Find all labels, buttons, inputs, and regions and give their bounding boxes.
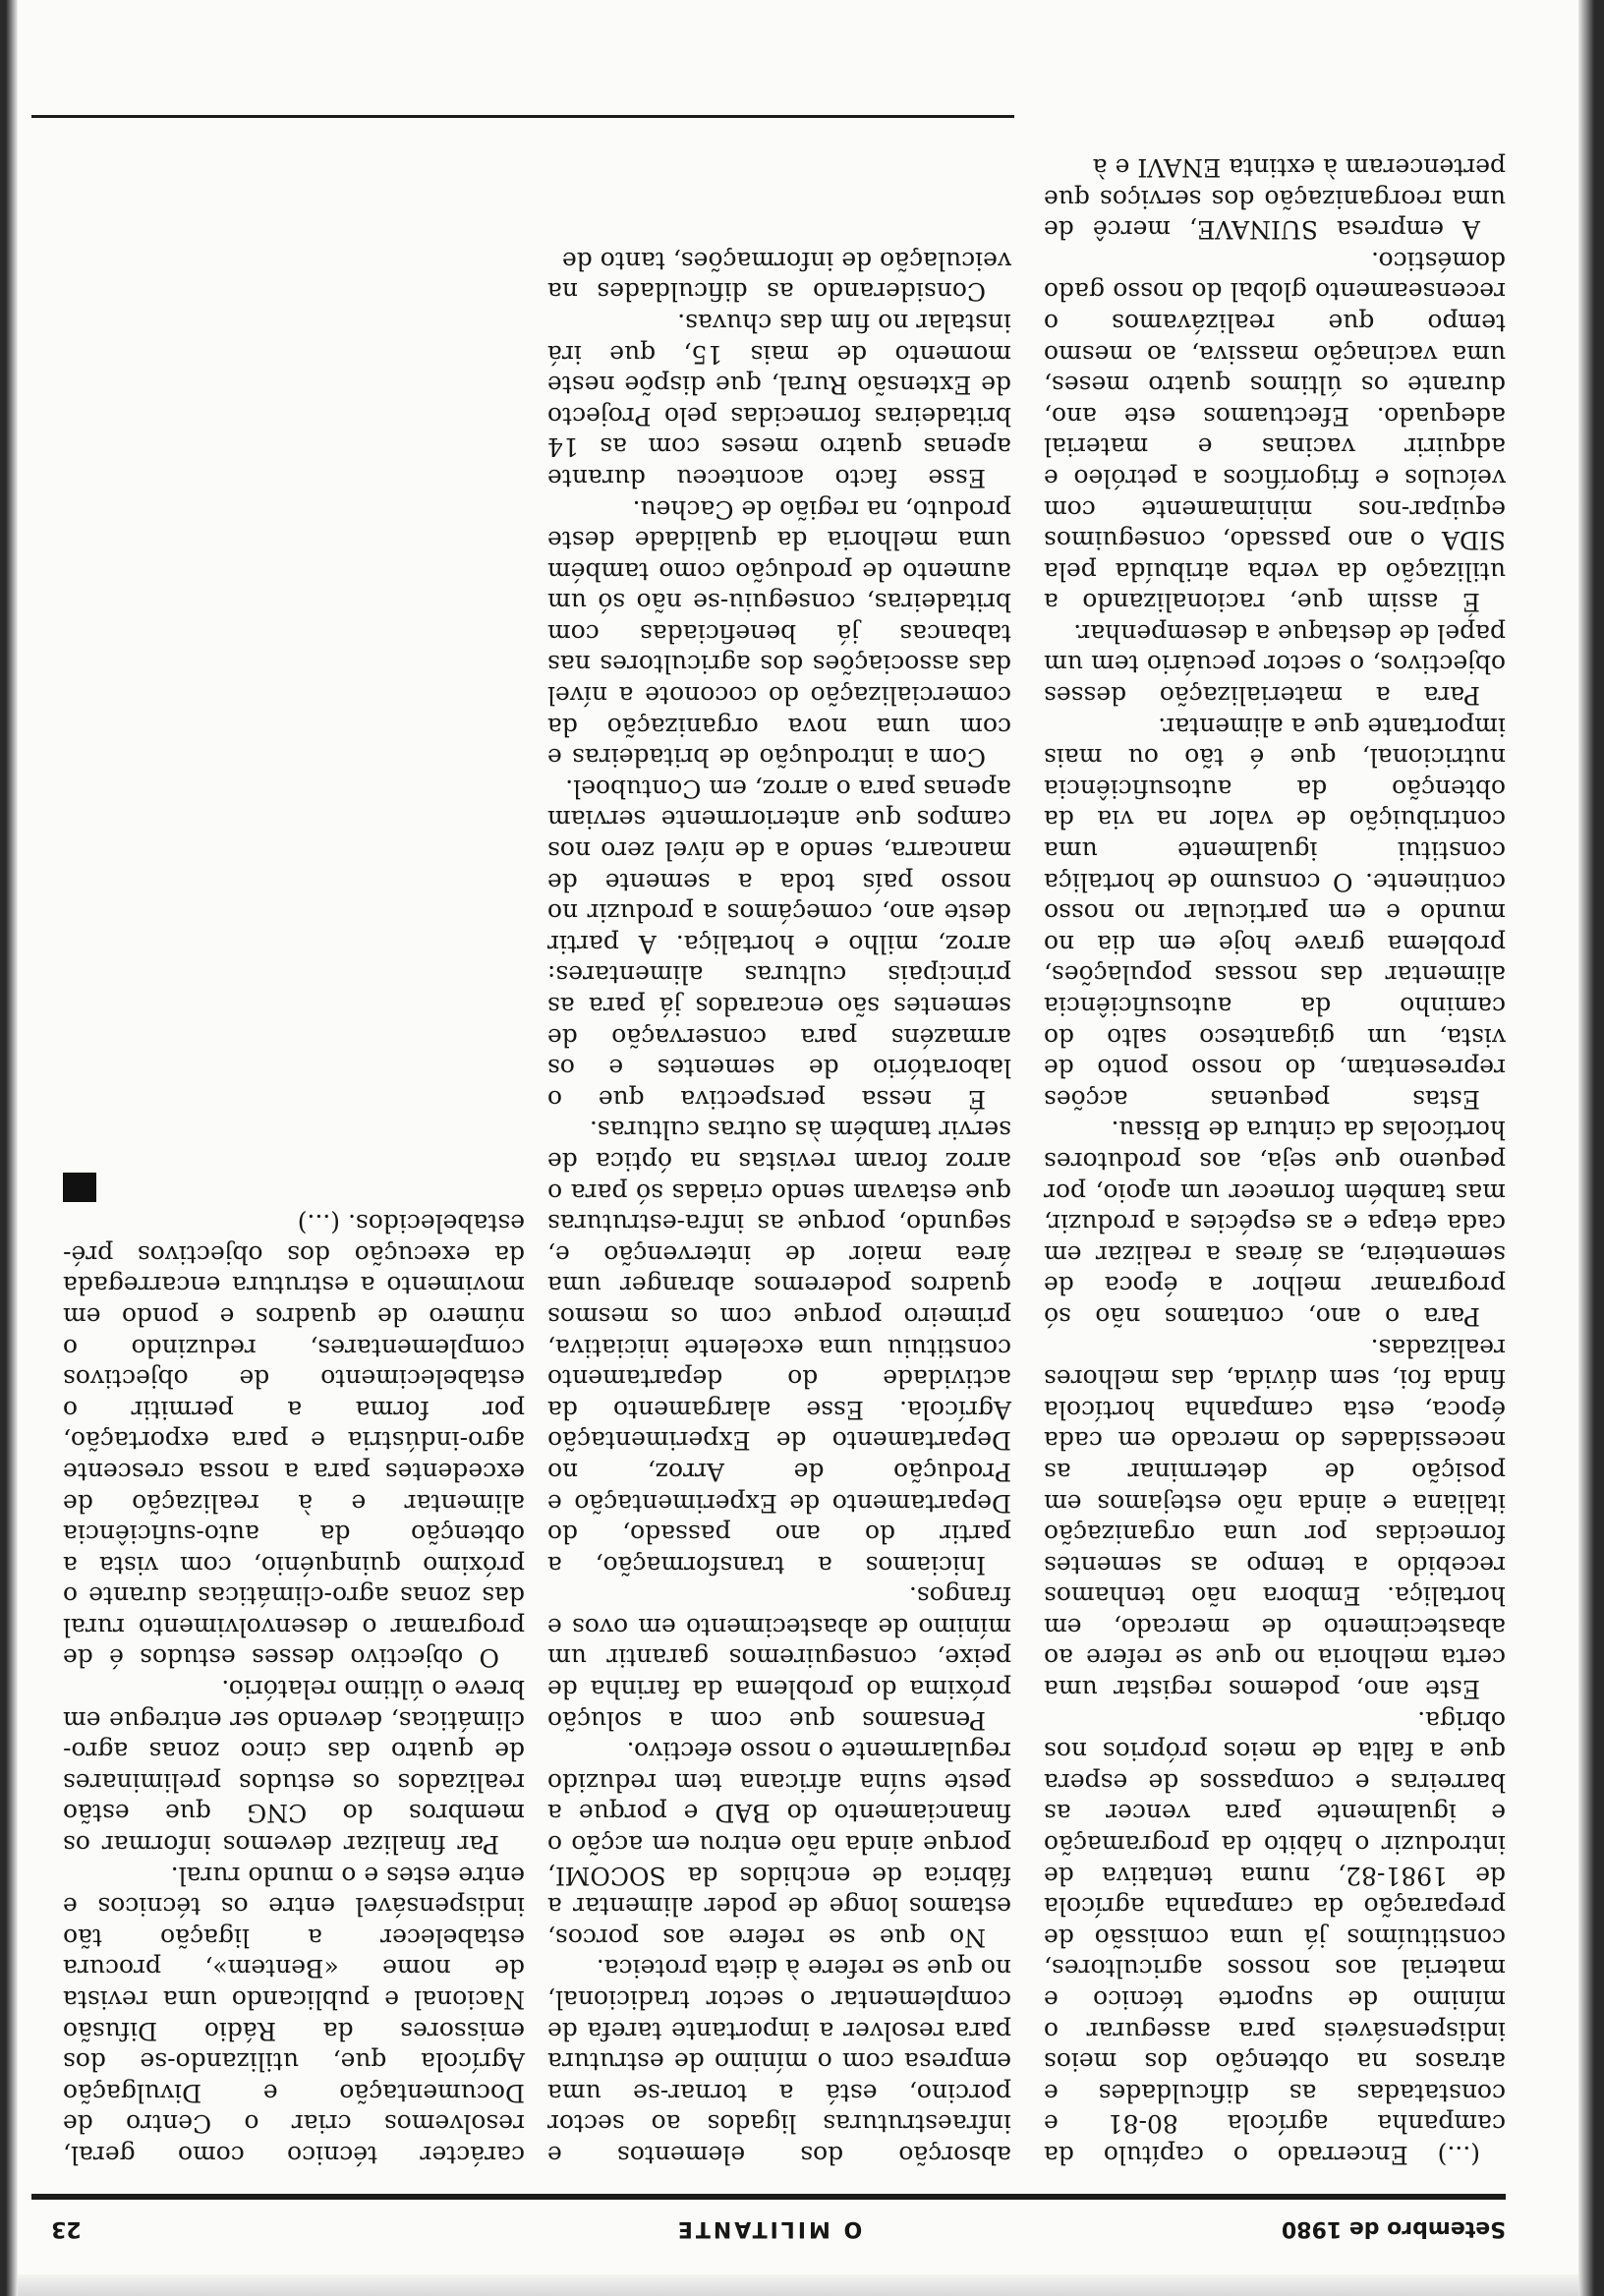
paragraph: carácter técnico como geral, resolvemos criar o Centro de Documentação e Divulgação Agrícola que, utilizando-se dos emissores da Rádio Difusão Nacional e publicando uma revista de nome «Bentem», procura estabelecer a ligação tão indispensável entre os técnicos e entre estes e o mundo rural.: [63, 1861, 525, 2169]
paragraph: Com a introdução de britadeiras e com uma nova organização da comercialização do coconote a nível das associações dos agricultores nas tabancas já beneficiadas com britadeiras, conseguiu-se não só um aumento de produção como também uma melhoria da qualidade deste produto, na região de Cacheu.: [547, 494, 1011, 773]
paragraph: Par finalizar devemos informar os membros do CNG que estão realizados os estudos preliminares de quatro das cinco zonas agro-climáticas, devendo ser entregue em breve o último relatório.: [63, 1675, 525, 1860]
column-bottom-rule: [31, 115, 533, 118]
paragraph: Iniciamos a transformação, a partir do ano passado, do Departamento de Experimentação e Produção de Arroz, no Departamento de Experimentação Agrícola. Esse alargamento da actividade do departamento constituiu uma excelente iniciativa, primeiro porque com os mesmos quadros poderemos abranger uma área maior de intervenção e, segundo, porque as infra-estruturas que estavam sendo criadas só para o arroz foram revistas na óptica de servir também às outras culturas.: [547, 1116, 1011, 1579]
end-of-article-mark: [63, 1173, 96, 1202]
page-header: [31, 2194, 1506, 2263]
paragraph: Este ano, podemos registar uma certa melhoria no que se refere ao abastecimento de mercado, em hortaliça. Embora não tenhamos recebido a tempo as sementes fornecidas por uma organização italiana e ainda não estejamos em posição de determinar as necessidades do mercado em cada época, esta campanha hortícola finda foi, sem dúvida, das melhores realizadas.: [1044, 1333, 1506, 1704]
publication-title: O MILITANTE: [674, 2216, 863, 2241]
paragraph: Para o ano, contamos não só programar melhor a época de sementeira, as áreas a realizar em cada etapa e as espécies a produzir, mas também fornecer um apoio, por pequeno que seja, aos produtores hortícolas da cintura de Bissau.: [1044, 1116, 1506, 1331]
text-column-2: [547, 245, 1011, 2170]
paragraph: Esse facto aconteceu durante apenas quatro meses com as 14 britadeiras fornecidas pelo Projecto de Extensão Rural, que dispõe neste momento de mais 15, que irá instalar no fim das chuvas.: [547, 308, 1011, 492]
page-number: 23: [51, 2216, 82, 2241]
issue-date: Setembro de 1980: [1281, 2216, 1506, 2241]
text-column-3: [63, 1173, 525, 2170]
scan-edge-top: [0, 2274, 1604, 2296]
paragraph: No que se refere aos porcos, estamos longe de poder alimentar a fábrica de enchidos da SOCOMI, porque ainda não entrou em acção o financiamento do BAD e porque a peste suína africana tem reduzido regularmente o nosso efectivo.: [547, 1737, 1011, 1952]
paragraph: Estas pequenas acções representam, do nosso ponto de vista, um gigantesco salto do caminho da autosuficiência alimentar das nossas populações, problema grave hoje em dia no mundo e em particular no nosso continente. O consumo de hortaliça constitui igualmente uma contribuição de valor na via da obtenção da autosuficiência nutricional, que é tão ou mais importante que a alimentar.: [1044, 712, 1506, 1114]
paragraph: A empresa SUINAVE, mercê de uma reorganização dos serviços que pertenceram à extinta ENAVI e à: [1044, 153, 1506, 245]
paragraph: O objectivo desses estudos é de programar o desenvolvimento rural das zonas agro-climáticas durante o próximo quinquénio, com vista a obtenção da auto-suficiência alimentar e à realização de excedentes para a nossa crescente agro-indústria e para exportação, por forma a permitir o estabelecimento de objectivos complementares, reduzindo o número de quadros e pondo em movimento a estrutura encarregada da execução dos objectivos pré-estabelecidos. (...): [63, 1209, 525, 1673]
paragraph: (...) Encerrado o capítulo da campanha agrícola 80-81 e constatadas as dificuldades e atrasos na obtenção dos meios indispensáveis para assegurar o mínimo de suporte técnico e material aos nossos agricultores, constituímos já uma comissão de preparação da campanha agrícola de 1981-82, numa tentativa de introduzir o hábito da programação e igualmente para vencer as barreiras e compassos de espera que a falta de meios próprios nos obriga.: [1044, 1705, 1506, 2169]
paragraph: Considerando as dificuldades na veiculação de informações, tanto de: [547, 246, 1011, 307]
paragraph: absorção dos elementos e infraestruturas ligados ao sector porcino, está a tornar-se uma empresa com o mínimo de estrutura para resolver a importante tarefa de complementar o sector tradicional, no que se refere à dieta proteica.: [547, 1954, 1011, 2169]
text-column-1: [1044, 151, 1506, 2170]
paragraph: Para a materialização desses objectivos, o sector pecuário tem um papel de destaque a desempenhar.: [1044, 618, 1506, 711]
header-rule: [31, 2194, 1506, 2200]
paragraph: Pensamos que com a solução próxima do problema da farinha de peixe, conseguiremos garantir um mínimo de abastecimento em ovos e frangos.: [547, 1581, 1011, 1735]
scan-edge-left: [1578, 0, 1604, 2296]
column-bottom-rule: [503, 115, 1014, 118]
paragraph: É assim que, racionalizando a utilização da verba atribuída pela SIDA o ano passado, conseguimos equipar-nos minimamente com veículos e frigoríficos a petróleo e adquirir vacinas e material adequado. Efectuamos este ano, durante os últimos quatro meses, uma vacinação massiva, ao mesmo tempo que realizávamos o recenseamento global do nosso gado doméstico.: [1044, 246, 1506, 617]
paragraph: É nessa perspectiva que o laboratório de sementes e os armazéns para conservação de sementes são encarados já para as principais culturas alimentares: arroz, milho e hortaliça. A partir deste ano, começámos a produzir no nosso país toda a semente de mancarra, sendo a de nível zero nos campos que anteriormente serviam apenas para o arroz, em Contuboel.: [547, 774, 1011, 1114]
scan-edge-right: [0, 0, 18, 2296]
